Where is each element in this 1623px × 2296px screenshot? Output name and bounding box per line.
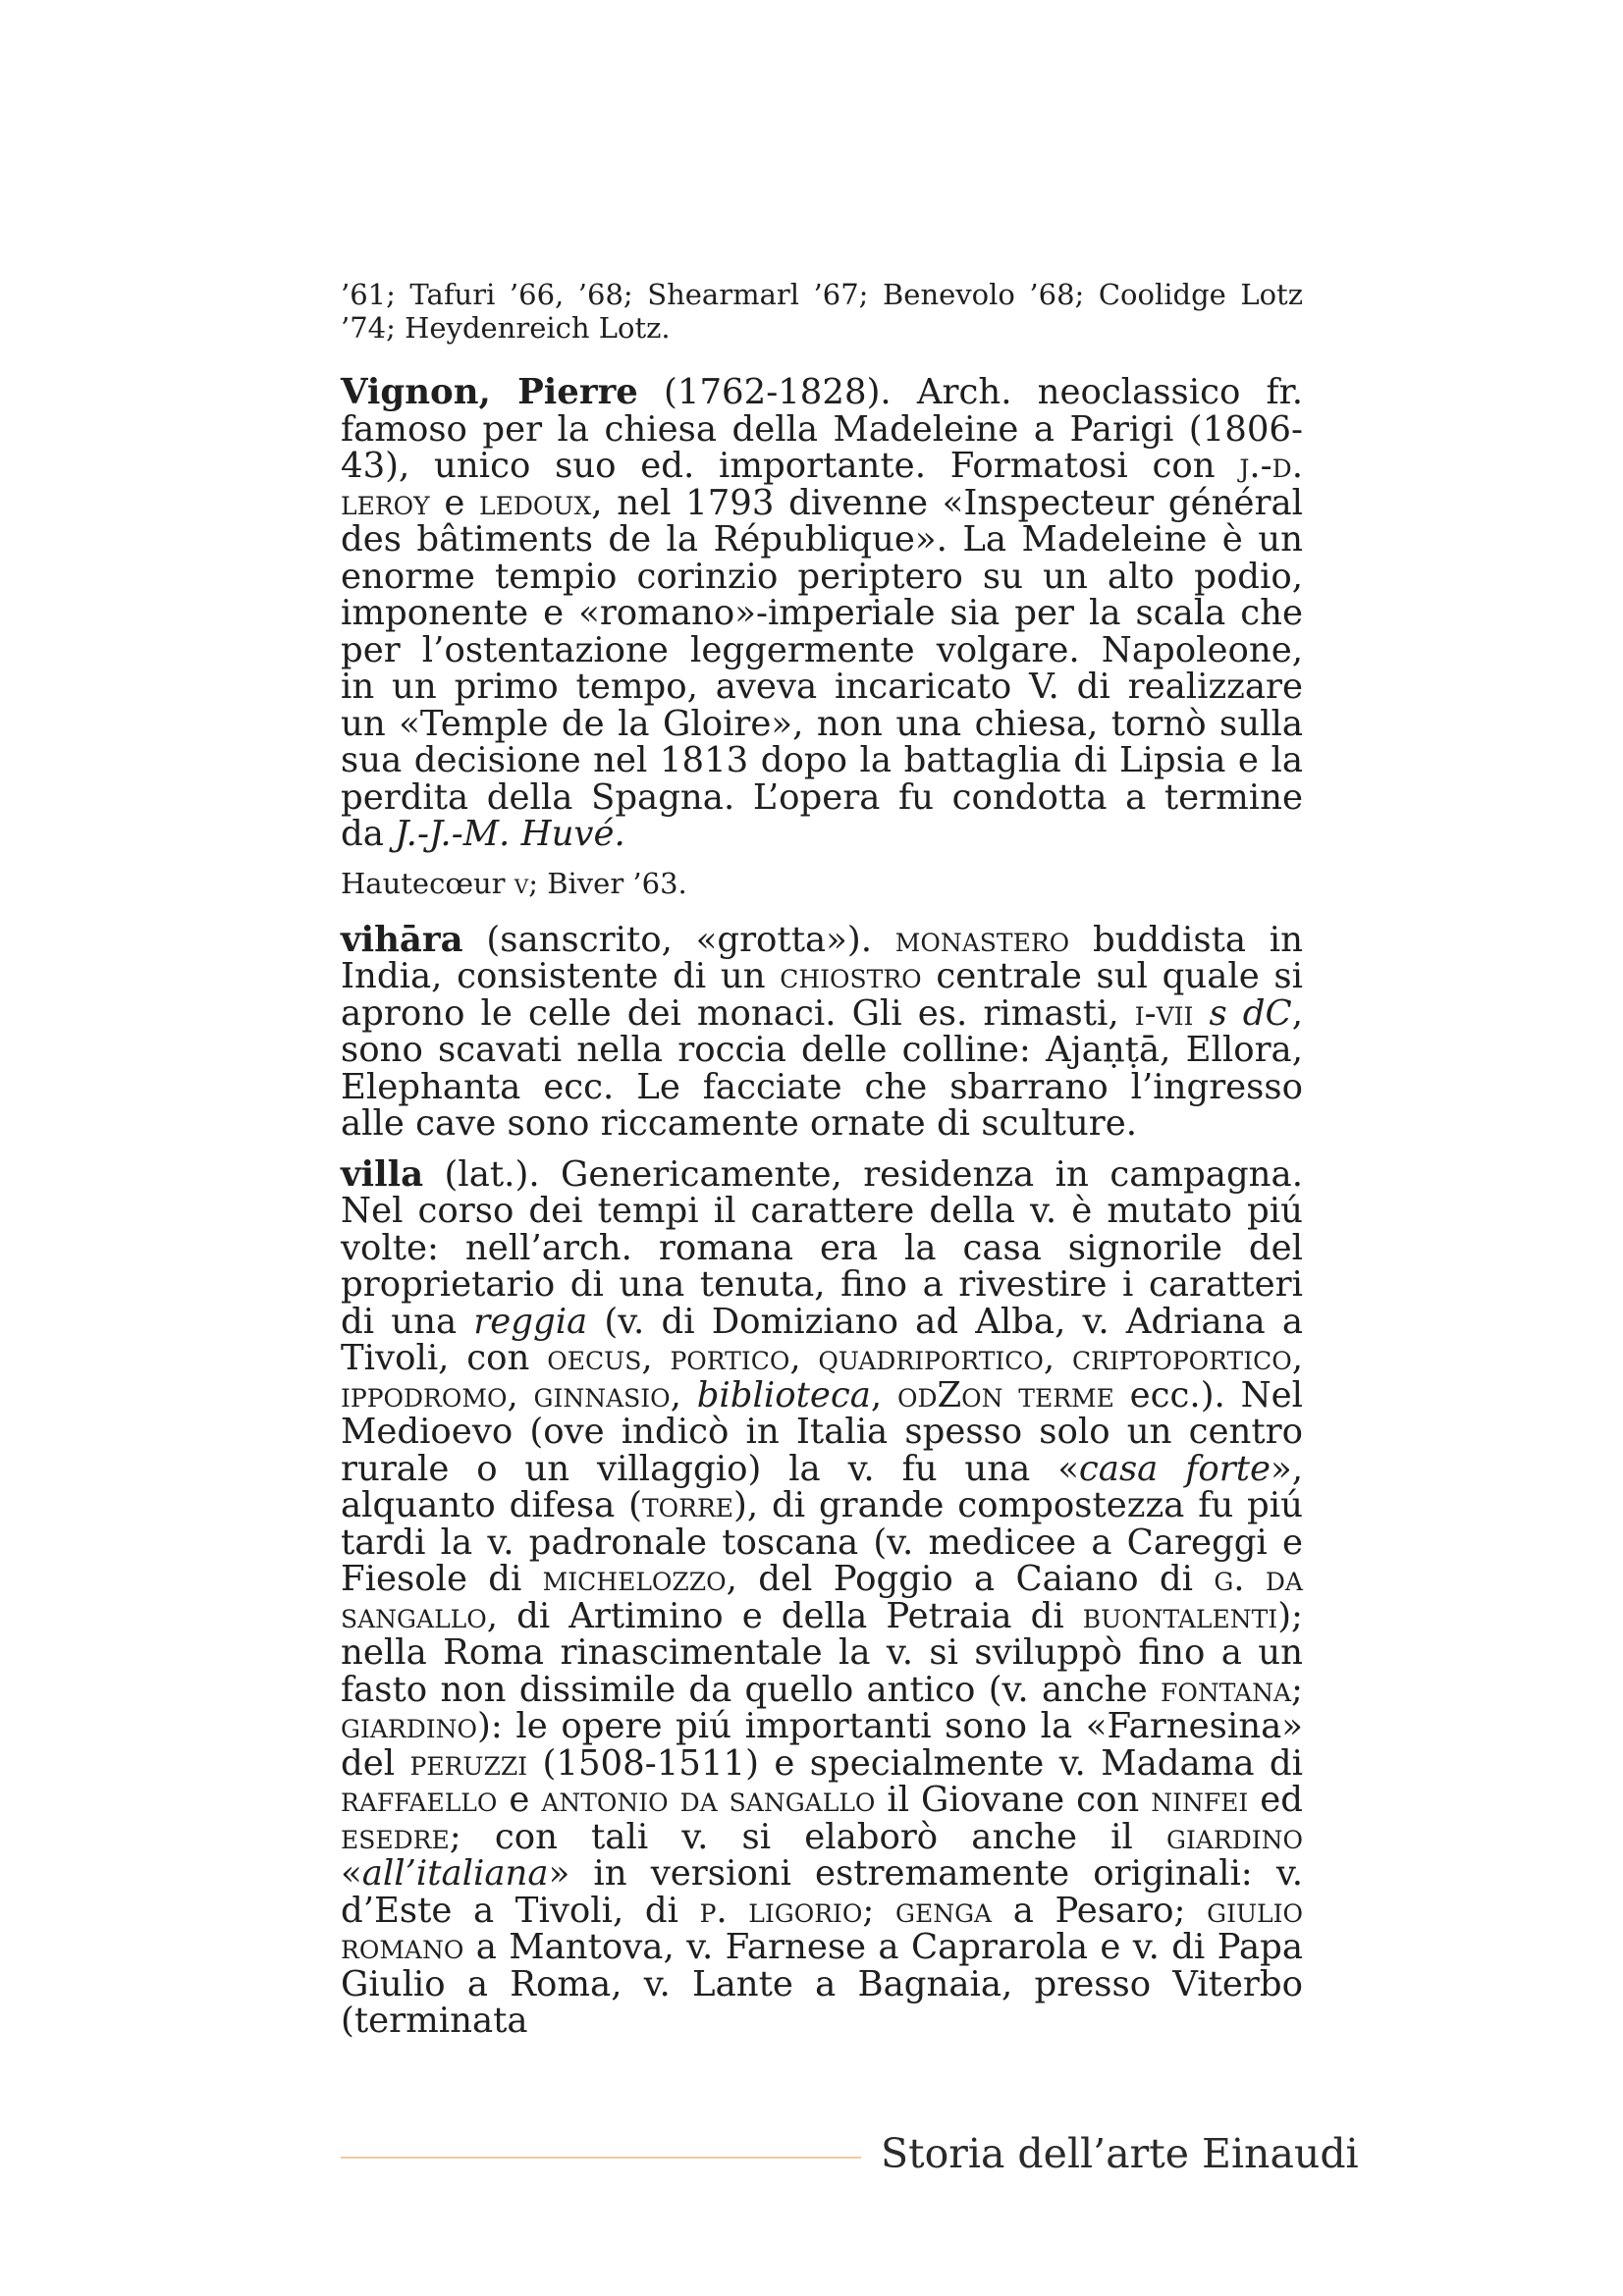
cross-reference: ledoux <box>479 482 592 523</box>
footer-publication-title: Storia dell’arte Einaudi <box>881 2130 1359 2177</box>
cross-reference: antonio da sangallo <box>541 1780 876 1820</box>
cross-reference: esedre <box>341 1816 450 1857</box>
cross-reference: peruzzi <box>409 1742 528 1784</box>
italic-term: biblioteca <box>696 1374 871 1415</box>
entry-villa <box>341 1153 1304 2041</box>
bibliography-text: ’61; Tafuri ’66, ’68; Shearmarl ’67; Benevolo ’68; Coolidge Lotz ’74; Heydenreich Lotz. <box>341 278 1303 345</box>
cross-reference: buontalenti <box>1082 1595 1278 1636</box>
cross-reference: giulio romano <box>341 1890 1303 1967</box>
cross-reference: giardino <box>1165 1816 1303 1857</box>
bibliography-text: ; Biver ’63. <box>528 866 687 900</box>
entry-vignon <box>341 374 1303 853</box>
entry-text: , di Artimino e della Petraia di <box>486 1595 1083 1636</box>
entry-text: (1762-1828). Arch. neoclassico fr. famoso per la chiesa della Madeleine a Parigi (1806-43), unico suo ed. importante. Formatosi con <box>341 372 1303 486</box>
entry-text: e <box>497 1780 542 1820</box>
entry-text: « <box>341 1853 362 1894</box>
italic-term: all’italiana <box>361 1853 549 1894</box>
cross-reference: monastero <box>894 919 1070 960</box>
cross-reference: chiostro <box>780 956 922 996</box>
cross-reference: oecus, portico, quadriportico, criptoportico, ippodromo, ginnasio <box>341 1338 1303 1415</box>
headword-vignon: Vignon, Pierre <box>341 372 638 412</box>
entry-text: ; con tali v. si elaborò anche il <box>449 1816 1166 1857</box>
cross-reference: michelozzo <box>542 1559 727 1599</box>
bibliography-continuation <box>341 278 1303 345</box>
entry-text: , sono scavati nella roccia delle colline: Ajaṇṭā, Ellora, Elephanta ecc. Le facciate che sbarrano l’ingresso alle cave sono riccamente ornate di sculture. <box>341 992 1303 1144</box>
entry-text: (v. di Domiziano ad Alba, v. Adriana a Tivoli, con <box>341 1301 1303 1378</box>
headword-villa: villa <box>341 1153 424 1195</box>
headword-vihara: vihāra <box>341 919 463 960</box>
entry-text: , del Poggio a Caiano di <box>726 1559 1215 1599</box>
entry-text: », alquanto difesa ( <box>341 1448 1303 1525</box>
entry-text: ed <box>1248 1780 1303 1820</box>
italic-term: reggia <box>473 1301 588 1342</box>
cross-reference: g. da sangallo <box>341 1559 1303 1636</box>
cross-reference: p. ligorio; genga <box>699 1890 993 1931</box>
bibliography-vignon <box>341 867 1303 900</box>
entry-text: a Pesaro; <box>992 1890 1208 1931</box>
page-body <box>341 278 1303 2054</box>
entry-text: a Mantova, v. Farnese a Caprarola e v. di Papa Giulio a Roma, v. Lante a Bagnaia, presso Viterbo (terminata <box>341 1927 1303 2041</box>
entry-text: il Giovane con <box>875 1780 1152 1820</box>
entry-text: (sanscrito, «grotta»). <box>462 919 895 960</box>
entry-text <box>1193 993 1209 1034</box>
entry-text: , <box>870 1374 897 1415</box>
entry-text: (1508-1511) e specialmente v. Madama di <box>527 1742 1303 1784</box>
entry-text: , <box>670 1374 697 1415</box>
bibliography-text: Hautecœur <box>341 866 514 900</box>
cross-reference: raffaello <box>341 1780 498 1820</box>
entry-text: ): le opere piú importanti sono la «Farnesina» del <box>341 1706 1303 1784</box>
entry-text: (lat.). Genericamente, residenza in campagna. Nel corso dei tempi il carattere della v. è mutato piú volte: nell’arch. romana era la casa signorile del proprietario di una tenuta, fino a rivestire i caratteri di una <box>341 1153 1303 1342</box>
cross-reference: j.-d. leroy <box>341 446 1303 523</box>
entry-vihara <box>341 919 1303 1144</box>
century-range: i-vii <box>1134 992 1194 1034</box>
entry-text: » in versioni estremamente originali: v. d’Este a Tivoli, di <box>341 1853 1303 1931</box>
cross-reference: ninfei <box>1151 1780 1249 1820</box>
italic-era: s dC <box>1209 992 1292 1034</box>
entry-text: , nel 1793 divenne «Inspecteur général des bâtiments de la République». La Madeleine è un enorme tempio corinzio periptero su un alto podio, imponente e «romano»-imperiale sia per la scala che per l’ostentazione leggermente volgare. Napoleone, in un primo tempo, aveva incaricato V. di realizzare un «Temple de la Gloire», non una chiesa, tornò sulla sua decisione nel 1813 dopo la battaglia di Lipsia e la perdita della Spagna. L’opera fu condotta a termine da <box>341 482 1303 854</box>
footer-rule <box>341 2157 861 2159</box>
cross-reference: torre <box>641 1485 734 1525</box>
italic-name: J.-J.-M. Huvé. <box>395 814 625 854</box>
cross-reference: fontana; giardino <box>341 1669 1303 1746</box>
cross-reference: odZon terme <box>896 1374 1114 1415</box>
entry-text: ); nella Roma rinascimentale la v. si sviluppò fino a un fasto non dissimile da quello antico (v. anche <box>341 1595 1303 1710</box>
volume-number: v <box>514 866 529 900</box>
italic-term: casa forte <box>1078 1448 1271 1489</box>
entry-text: ), di grande compostezza fu piú tardi la v. padronale toscana (v. medicee a Careggi e Fiesole di <box>341 1485 1303 1599</box>
entry-text: buddista in India, consistente di un <box>341 919 1303 996</box>
entry-text: centrale sul quale si aprono le celle dei monaci. Gli es. rimasti, <box>341 956 1303 1034</box>
entry-text: ecc.). Nel Medioevo (ove indicò in Italia spesso solo un centro rurale o un villaggio) la v. fu una « <box>341 1374 1304 1489</box>
entry-text: e <box>429 482 480 523</box>
